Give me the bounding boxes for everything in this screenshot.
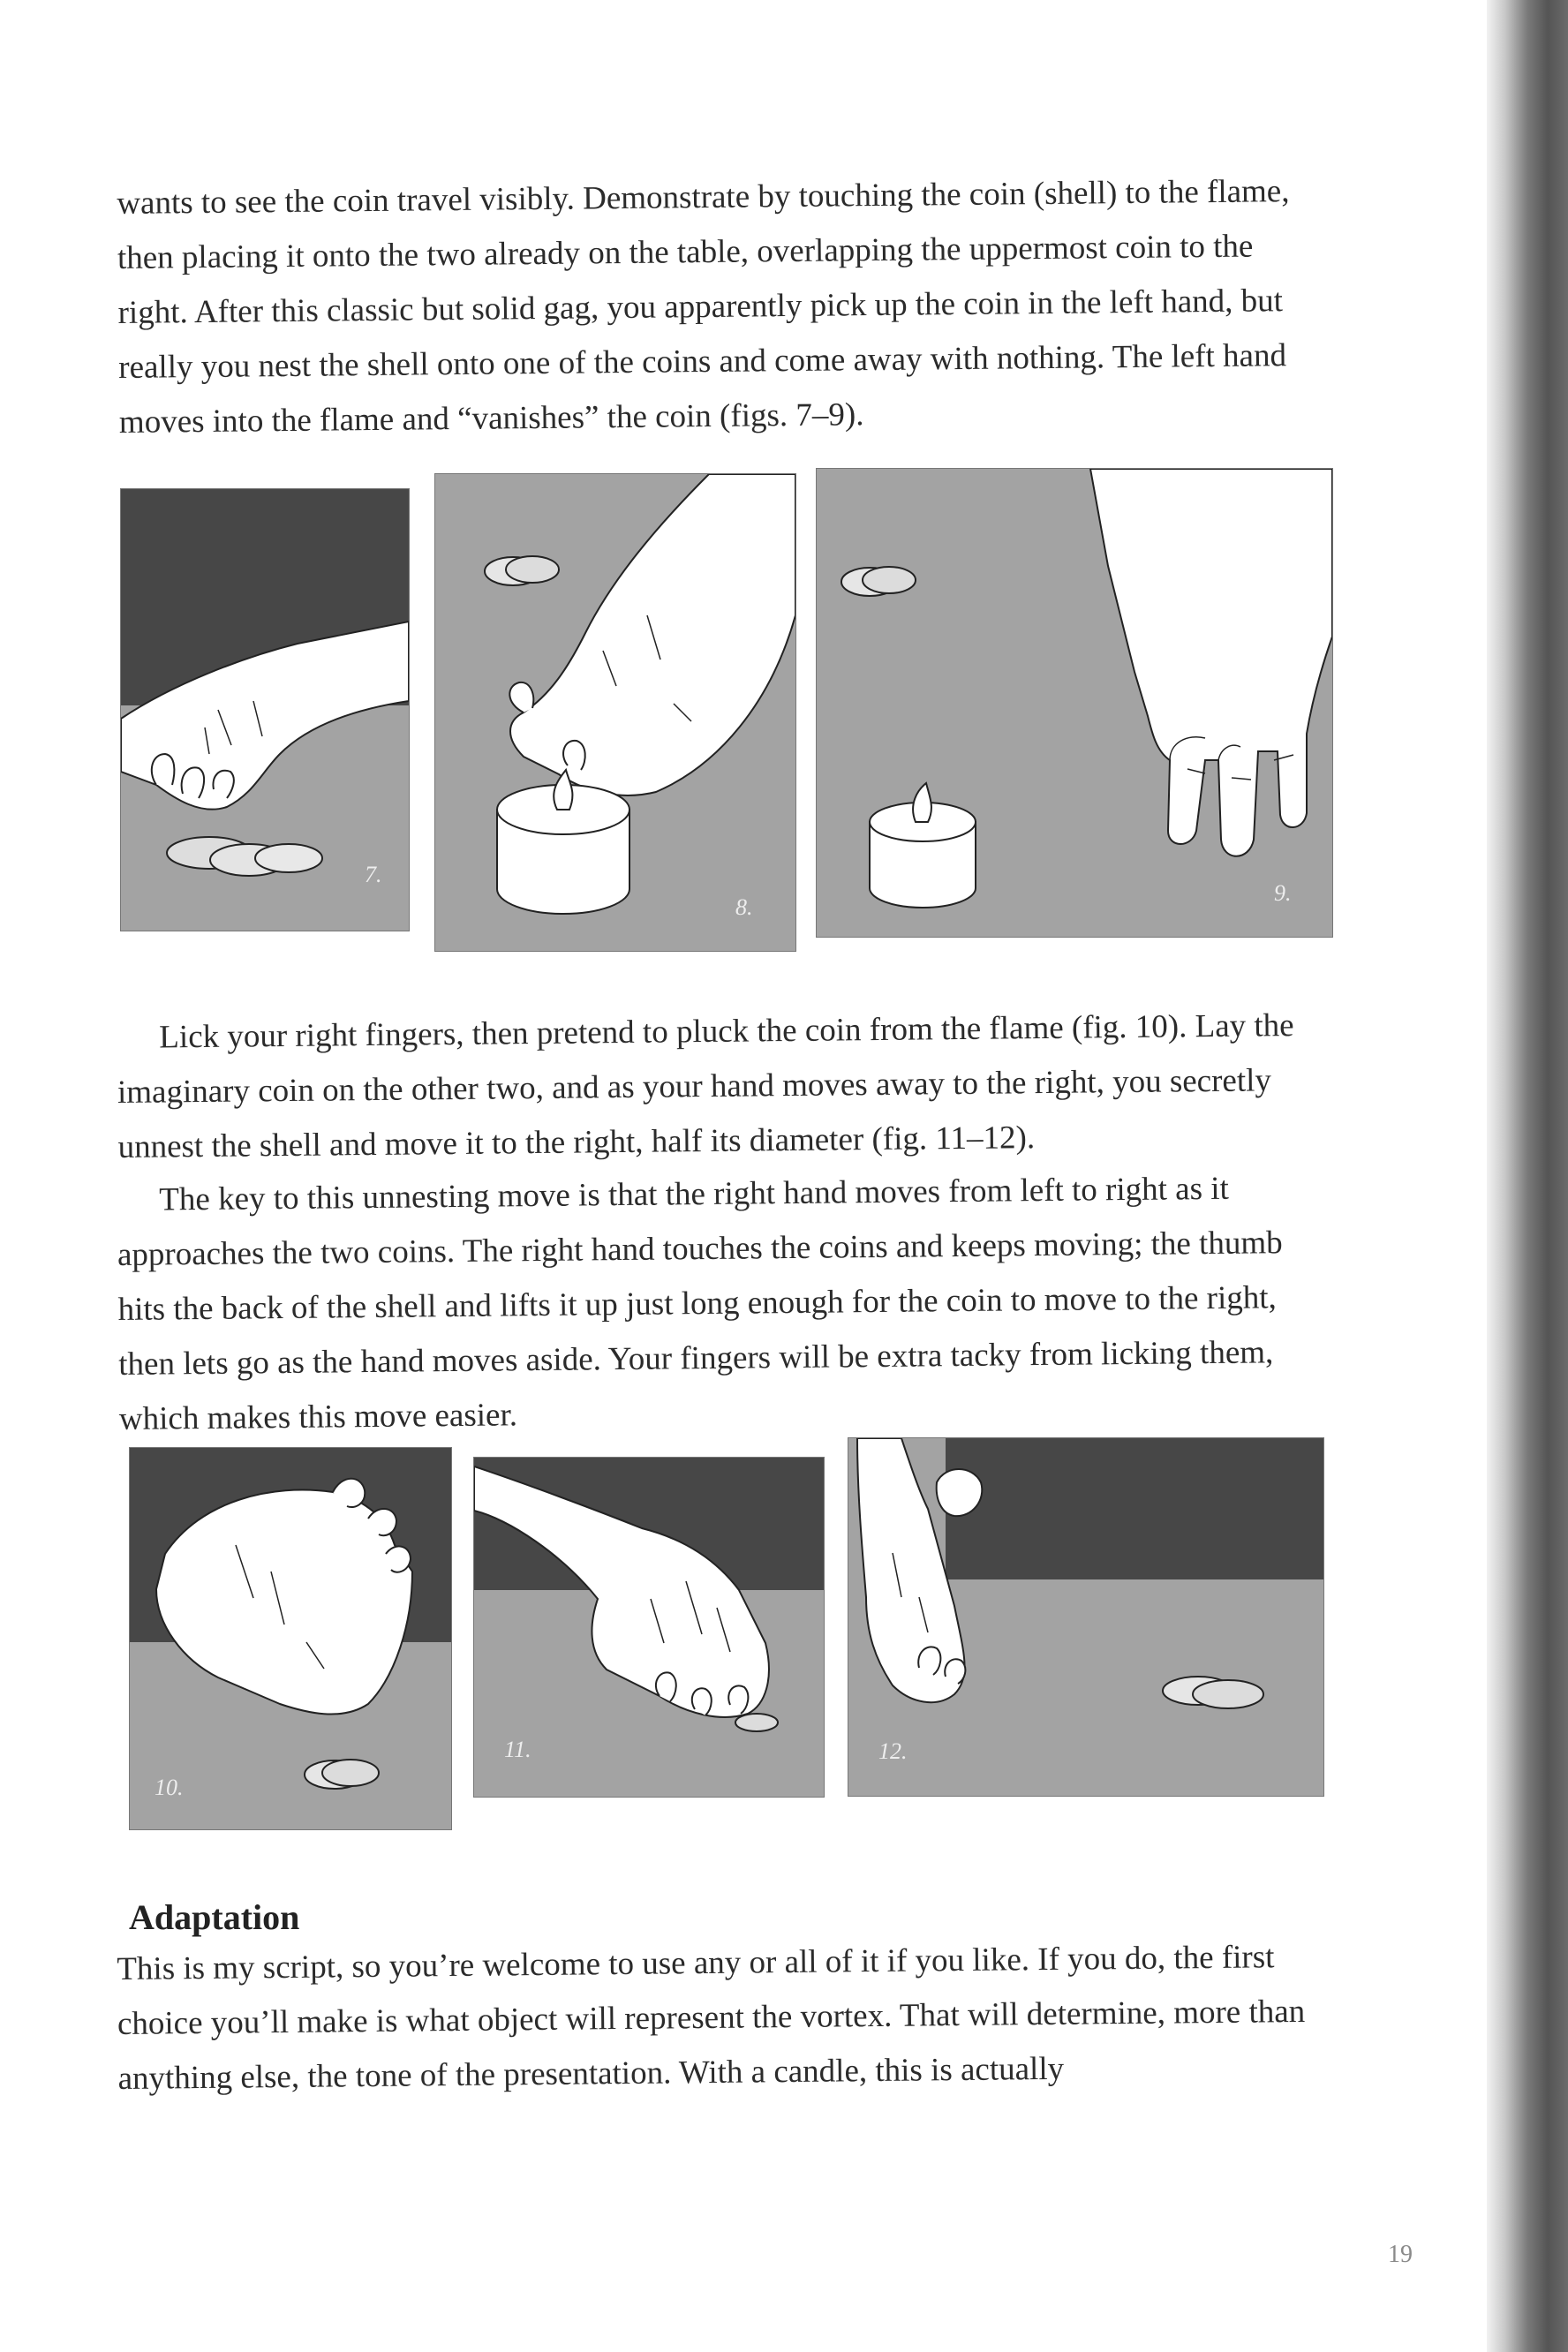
figure-10 [129,1447,452,1830]
paragraph-4: This is my script, so you’re welcome to use any or all of it if you like. If you do, the first choice you’ll make is what object will represent the vortex. That will determine, more than anything else, the tone of the presentation. With a candle, this is actually [117,1939,1306,2097]
section-heading-adaptation: Adaptation [129,1897,300,1937]
figure-12-label: 12. [878,1738,908,1764]
figure-7 [120,488,410,931]
figure-8-illustration [435,474,795,951]
figure-10-illustration [130,1448,451,1829]
paragraph-1: wants to see the coin travel visibly. Demonstrate by touching the coin (shell) to the flame, then placing it onto the two already on the table, overlapping the uppermost coin to the right. After this classic but solid gag, you apparently pick up the coin in the left hand, but really you nest the shell onto one of the coins and come away with nothing. The left hand moves into the flame and “vanishes” the coin (figs. 7–9). [117,173,1290,441]
figure-9-label: 9. [1274,880,1292,906]
figure-11-label: 11. [504,1737,531,1762]
paragraph-2: Lick your right fingers, then pretend to pluck the coin from the flame (fig. 10). Lay the imaginary coin on the other two, and as your hand moves away to the right, you secretly unnest the shell and move it to the right, half its diameter (fig. 11–12). [117,1007,1294,1165]
figure-9 [816,468,1333,938]
figure-10-label: 10. [155,1775,184,1800]
figure-7-label: 7. [365,862,382,887]
figure-12-illustration [848,1438,1323,1796]
figure-12 [848,1437,1324,1797]
page-number: 19 [1388,2241,1413,2268]
figure-8 [434,473,796,952]
paragraph-3: The key to this unnesting move is that the right hand moves from left to right as it approaches the two coins. The right hand touches the coins and keeps moving; the thumb hits the back of the shell and lifts it up just long enough for the coin to move to the right, then lets go as the hand moves aside. Your fingers will be extra tacky from licking them, which makes this move easier. [117,1170,1283,1437]
figure-11 [473,1457,825,1798]
figure-9-illustration [817,469,1332,937]
book-spine-shadow [1487,0,1568,2352]
figure-8-label: 8. [735,894,753,920]
